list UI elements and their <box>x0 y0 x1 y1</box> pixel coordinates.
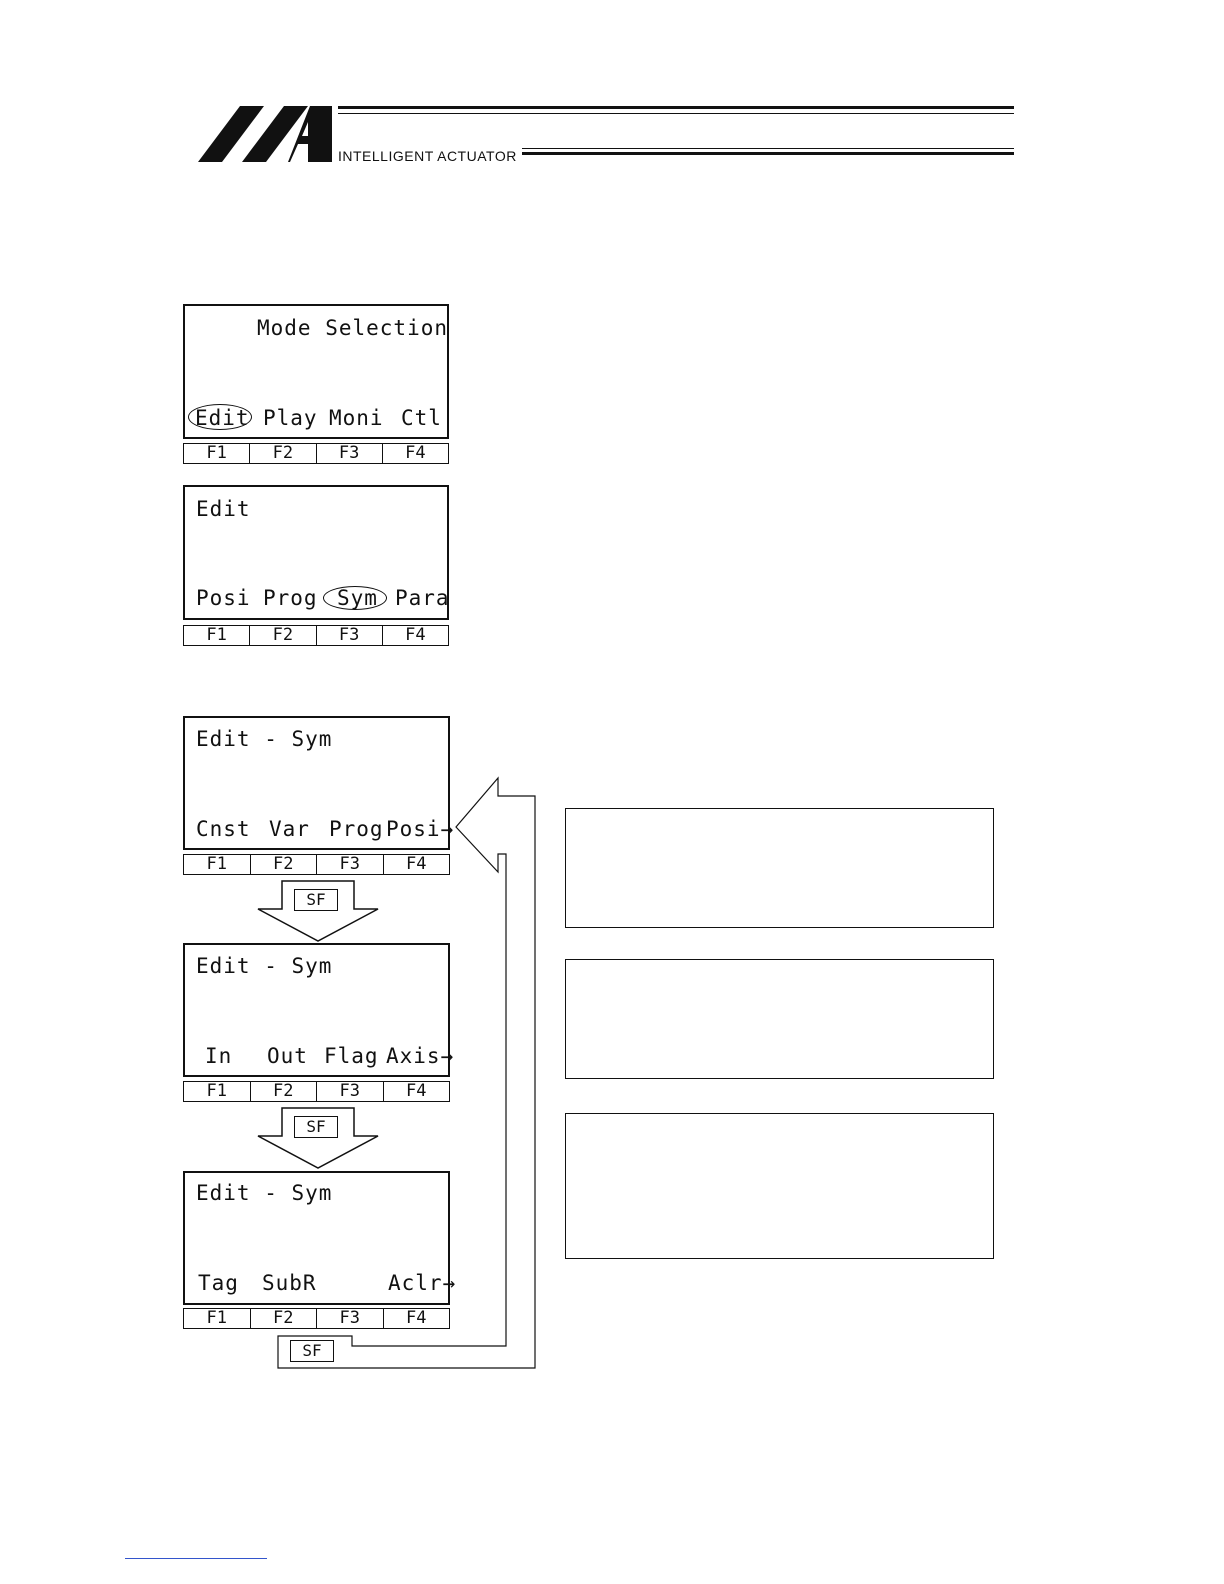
f1-key[interactable]: F1 <box>184 855 251 874</box>
menu-in[interactable]: In <box>205 1044 233 1068</box>
f2-key[interactable]: F2 <box>250 444 316 463</box>
menu-sym[interactable]: Sym <box>337 586 378 610</box>
f3-key[interactable]: F3 <box>317 855 384 874</box>
lcd-screen-edit <box>183 485 449 620</box>
menu-var[interactable]: Var <box>269 817 310 841</box>
menu-aclr-next[interactable]: Aclr→ <box>388 1271 457 1295</box>
f1-key[interactable]: F1 <box>184 444 250 463</box>
selection-oval <box>323 586 387 610</box>
f4-key[interactable]: F4 <box>406 854 427 874</box>
f2-key[interactable]: F2 <box>251 855 318 874</box>
menu-para[interactable]: Para <box>395 586 450 610</box>
menu-ctl[interactable]: Ctl <box>401 406 442 430</box>
function-key-row <box>183 625 449 646</box>
shift-return-arrow-icon <box>270 770 550 1376</box>
f1-key[interactable]: F1 <box>184 1309 251 1328</box>
menu-subr[interactable]: SubR <box>262 1271 317 1295</box>
header-rule <box>522 148 1014 149</box>
menu-edit[interactable]: Edit <box>195 406 250 430</box>
screen-title: Edit - Sym <box>196 954 333 978</box>
selection-oval <box>188 404 252 430</box>
menu-posi[interactable]: Posi <box>196 586 251 610</box>
description-box <box>565 808 994 928</box>
function-key-row <box>183 443 449 464</box>
f4-key[interactable]: F4 <box>406 1308 427 1328</box>
sf-key[interactable]: SF <box>294 1116 338 1138</box>
menu-prog[interactable]: Prog <box>329 817 384 841</box>
f1-key[interactable]: F1 <box>184 626 250 645</box>
menu-out[interactable]: Out <box>267 1044 308 1068</box>
menu-posi-next[interactable]: Posi→ <box>386 817 455 841</box>
iai-logo <box>198 100 334 164</box>
f1-key[interactable]: F1 <box>184 1082 251 1101</box>
f2-key[interactable]: F2 <box>251 1309 318 1328</box>
menu-tag[interactable]: Tag <box>198 1271 239 1295</box>
description-box <box>565 959 994 1079</box>
menu-cnst[interactable]: Cnst <box>196 817 251 841</box>
menu-flag[interactable]: Flag <box>324 1044 379 1068</box>
screen-title: Edit - Sym <box>196 1181 333 1205</box>
sf-key[interactable]: SF <box>290 1340 334 1362</box>
description-box <box>565 1113 994 1259</box>
f3-key[interactable]: F3 <box>317 626 383 645</box>
f4-key[interactable]: F4 <box>405 625 426 645</box>
f3-key[interactable]: F3 <box>317 444 383 463</box>
f3-key[interactable]: F3 <box>317 1309 384 1328</box>
screen-title: Edit <box>196 497 251 521</box>
brand-text: INTELLIGENT ACTUATOR <box>338 148 517 164</box>
f4-key[interactable]: F4 <box>405 443 426 463</box>
header-rule <box>338 113 1014 114</box>
f2-key[interactable]: F2 <box>250 626 316 645</box>
f3-key[interactable]: F3 <box>317 1082 384 1101</box>
footer-rule <box>125 1558 267 1559</box>
lcd-screen-mode-selection <box>183 304 449 439</box>
header-rule <box>338 106 1014 109</box>
menu-axis-next[interactable]: Axis→ <box>386 1044 455 1068</box>
header-rule <box>522 152 1014 155</box>
menu-prog[interactable]: Prog <box>263 586 318 610</box>
screen-title: Mode Selection <box>257 316 449 340</box>
screen-title: Edit - Sym <box>196 727 333 751</box>
menu-moni[interactable]: Moni <box>329 406 384 430</box>
f4-key[interactable]: F4 <box>406 1081 427 1101</box>
menu-play[interactable]: Play <box>263 406 318 430</box>
f2-key[interactable]: F2 <box>251 1082 318 1101</box>
sf-key[interactable]: SF <box>294 889 338 911</box>
